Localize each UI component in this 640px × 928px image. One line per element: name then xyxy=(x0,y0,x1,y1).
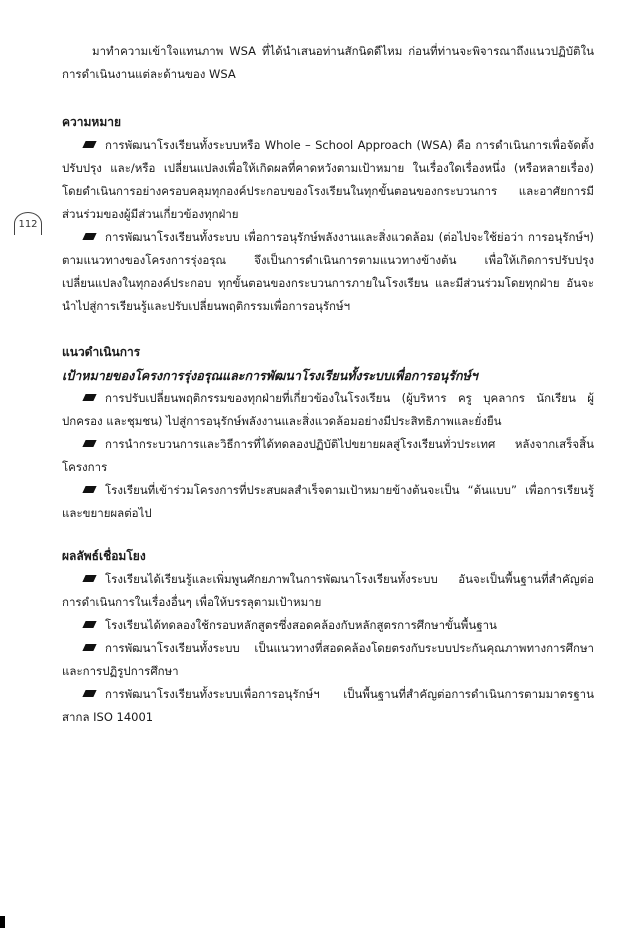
meaning-item: การพัฒนาโรงเรียนทั้งระบบ เพื่อการอนุรักษ์พลังงานและสิ่งแวดล้อม (ต่อไปจะใช้ย่อว่า การอนุรักษ์ฯ) ตามแนวทางของโครงการรุ่งอรุณ จึงเป็นการดำเนินการตามแนวทางข้างต้น เพื่อให้เกิดการปรับปรุงเปลี่ยนแปลงในทุกองค์ประกอบ ทุกขั้นตอนของกระบวนการภายในโรงเรียน และมีส่วนร่วมโดยทุกฝ่าย อันจะนำไปสู่การเรียนรู้และปรับเปลี่ยนพฤติกรรมเพื่อการอนุรักษ์ฯ xyxy=(62,230,594,313)
bullet-icon xyxy=(82,575,96,582)
linkage-item: การพัฒนาโรงเรียนทั้งระบบ เป็นแนวทางที่สอดคล้องโดยตรงกับระบบประกันคุณภาพทางการศึกษาและการปฏิรูปการศึกษา xyxy=(62,641,594,678)
meaning-heading: ความหมาย xyxy=(62,115,122,129)
approach-heading: แนวดำเนินการ xyxy=(62,345,141,359)
bullet-icon xyxy=(82,644,96,651)
linkage-item: โรงเรียนได้เรียนรู้และเพิ่มพูนศักยภาพในการพัฒนาโรงเรียนทั้งระบบ อันจะเป็นพื้นฐานที่สำคัญต่อการดำเนินการในเรื่องอื่นๆ เพื่อให้บรรลุตามเป้าหมาย xyxy=(62,572,594,609)
bullet-icon xyxy=(82,690,96,697)
intro-block xyxy=(62,40,594,86)
meaning-section xyxy=(62,111,594,318)
bullet-icon xyxy=(82,440,96,447)
approach-section xyxy=(62,341,594,525)
approach-subheading: เป้าหมายของโครงการรุ่งอรุณและการพัฒนาโรงเรียนทั้งระบบเพื่อการอนุรักษ์ฯ xyxy=(62,368,478,383)
linkage-section xyxy=(62,545,594,729)
bullet-icon xyxy=(82,233,96,240)
linkage-heading: ผลลัพธ์เชื่อมโยง xyxy=(62,549,146,563)
linkage-item: โรงเรียนได้ทดลองใช้กรอบหลักสูตรซึ่งสอดคล้องกับหลักสูตรการศึกษาขั้นพื้นฐาน xyxy=(62,614,594,637)
bullet-icon xyxy=(82,621,96,628)
intro-paragraph: มาทำความเข้าใจแทนภาพ WSA ที่ได้นำเสนอท่านสักนิดดีไหม ก่อนที่ท่านจะพิจารณาถึงแนวปฏิบัติในการดำเนินงานแต่ละด้านของ WSA xyxy=(62,44,594,81)
linkage-item: การพัฒนาโรงเรียนทั้งระบบเพื่อการอนุรักษ์ฯ เป็นพื้นฐานที่สำคัญต่อการดำเนินการตามมาตรฐานสากล ISO 14001 xyxy=(62,687,594,724)
scan-edge-mark xyxy=(0,916,5,928)
meaning-item: การพัฒนาโรงเรียนทั้งระบบหรือ Whole – School Approach (WSA) คือ การดำเนินการเพื่อจัดตั้ง ปรับปรุง และ/หรือ เปลี่ยนแปลงเพื่อให้เกิดผลที่คาดหวังตามเป้าหมาย ในเรื่องใดเรื่องหนึ่ง (หรือหลายเรื่อง) โดยดำเนินการอย่างครอบคลุมทุกองค์ประกอบของโรงเรียนในทุกขั้นตอนของกระบวนการ และอาศัยการมีส่วนร่วมของผู้มีส่วนเกี่ยวข้องทุกฝ่าย xyxy=(62,138,594,221)
approach-item: โรงเรียนที่เข้าร่วมโครงการที่ประสบผลสำเร็จตามเป้าหมายข้างต้นจะเป็น “ต้นแบบ” เพื่อการเรียนรู้และขยายผลต่อไป xyxy=(62,483,594,520)
bullet-icon xyxy=(82,141,96,148)
approach-item: การปรับเปลี่ยนพฤติกรรมของทุกฝ่ายที่เกี่ยวข้องในโรงเรียน (ผู้บริหาร ครู บุคลากร นักเรียน ผู้ปกครอง และชุมชน) ไปสู่การอนุรักษ์พลังงานและสิ่งแวดล้อมอย่างมีประสิทธิภาพและยั่งยืน xyxy=(62,391,594,428)
approach-item: การนำกระบวนการและวิธีการที่ได้ทดลองปฏิบัติไปขยายผลสู่โรงเรียนทั่วประเทศ หลังจากเสร็จสิ้นโครงการ xyxy=(62,437,594,474)
bullet-icon xyxy=(82,394,96,401)
page-number: 112 xyxy=(14,212,42,235)
bullet-icon xyxy=(82,486,96,493)
